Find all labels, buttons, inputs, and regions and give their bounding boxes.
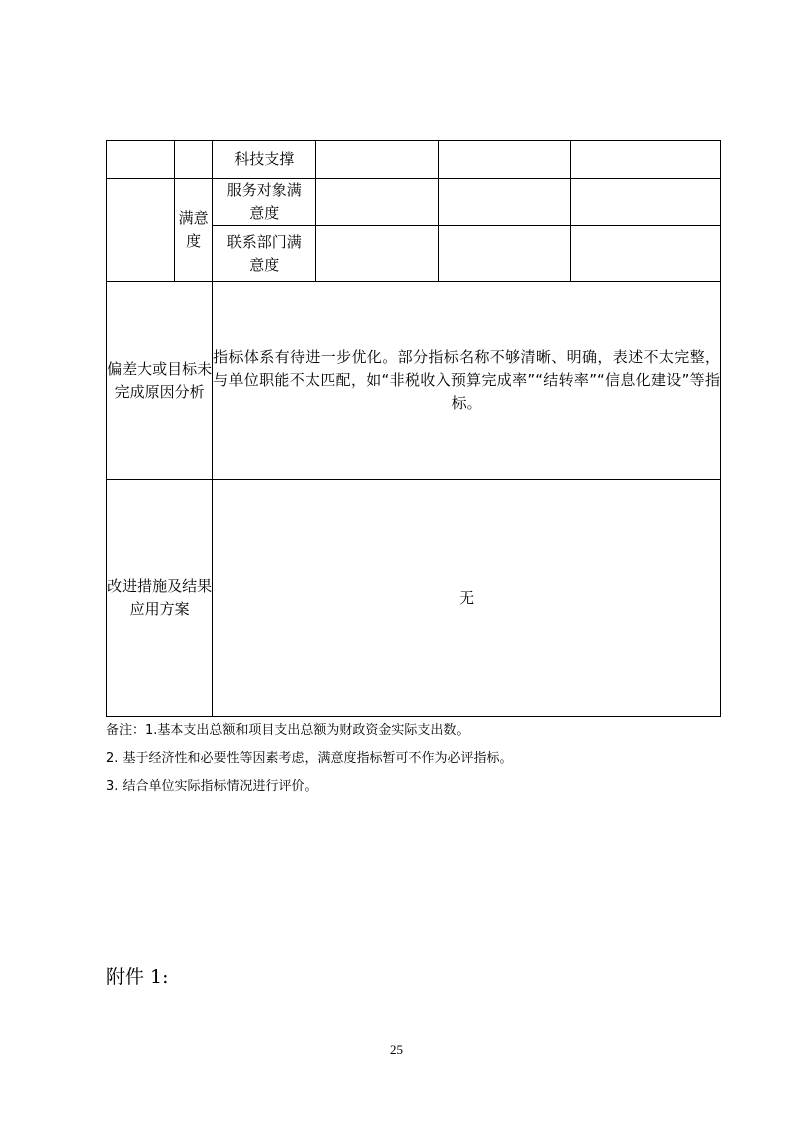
indicator-name-cell: 科技支撑: [213, 141, 316, 179]
table-cell: [316, 179, 438, 226]
deviation-text: 指标体系有待进一步优化。部分指标名称不够清晰、明确，表述不太完整，与单位职能不太匹配，如“非税收入预算完成率”“结转率”“信息化建设”等指标。: [213, 348, 720, 412]
improvement-label-cell: 改进措施及结果应用方案: [107, 480, 213, 717]
satisfaction-category-cell: 满意度: [175, 179, 213, 282]
table-cell: [175, 141, 213, 179]
evaluation-table: [106, 140, 721, 717]
indicator-name-cell: 联系部门满意度: [213, 226, 316, 282]
improvement-text: 无: [459, 588, 475, 607]
table-row: [107, 480, 721, 717]
table-row: [107, 179, 721, 226]
table-cell: [316, 141, 438, 179]
table-cell: [107, 179, 175, 282]
table-cell: [570, 141, 720, 179]
attachment-heading: 附件 1:: [106, 966, 169, 988]
table-cell: [107, 141, 175, 179]
note-line: 3. 结合单位实际指标情况进行评价。: [106, 779, 318, 794]
table-row: [107, 141, 721, 179]
table-cell: [438, 179, 570, 226]
table-row: [107, 282, 721, 480]
indicator-name-cell: 服务对象满意度: [213, 179, 316, 226]
table-cell: [438, 141, 570, 179]
note-line: 2. 基于经济性和必要性等因素考虑，满意度指标暂可不作为必评指标。: [106, 751, 513, 766]
table-cell: [570, 226, 720, 282]
improvement-content-cell: [213, 480, 721, 717]
deviation-label-cell: 偏差大或目标未完成原因分析: [107, 282, 213, 480]
note-line: 备注：1.基本支出总额和项目支出总额为财政资金实际支出数。: [106, 723, 470, 738]
table-cell: [438, 226, 570, 282]
deviation-content-cell: [213, 282, 721, 480]
table-cell: [570, 179, 720, 226]
table-cell: [316, 226, 438, 282]
page-number: 25: [390, 1042, 403, 1057]
